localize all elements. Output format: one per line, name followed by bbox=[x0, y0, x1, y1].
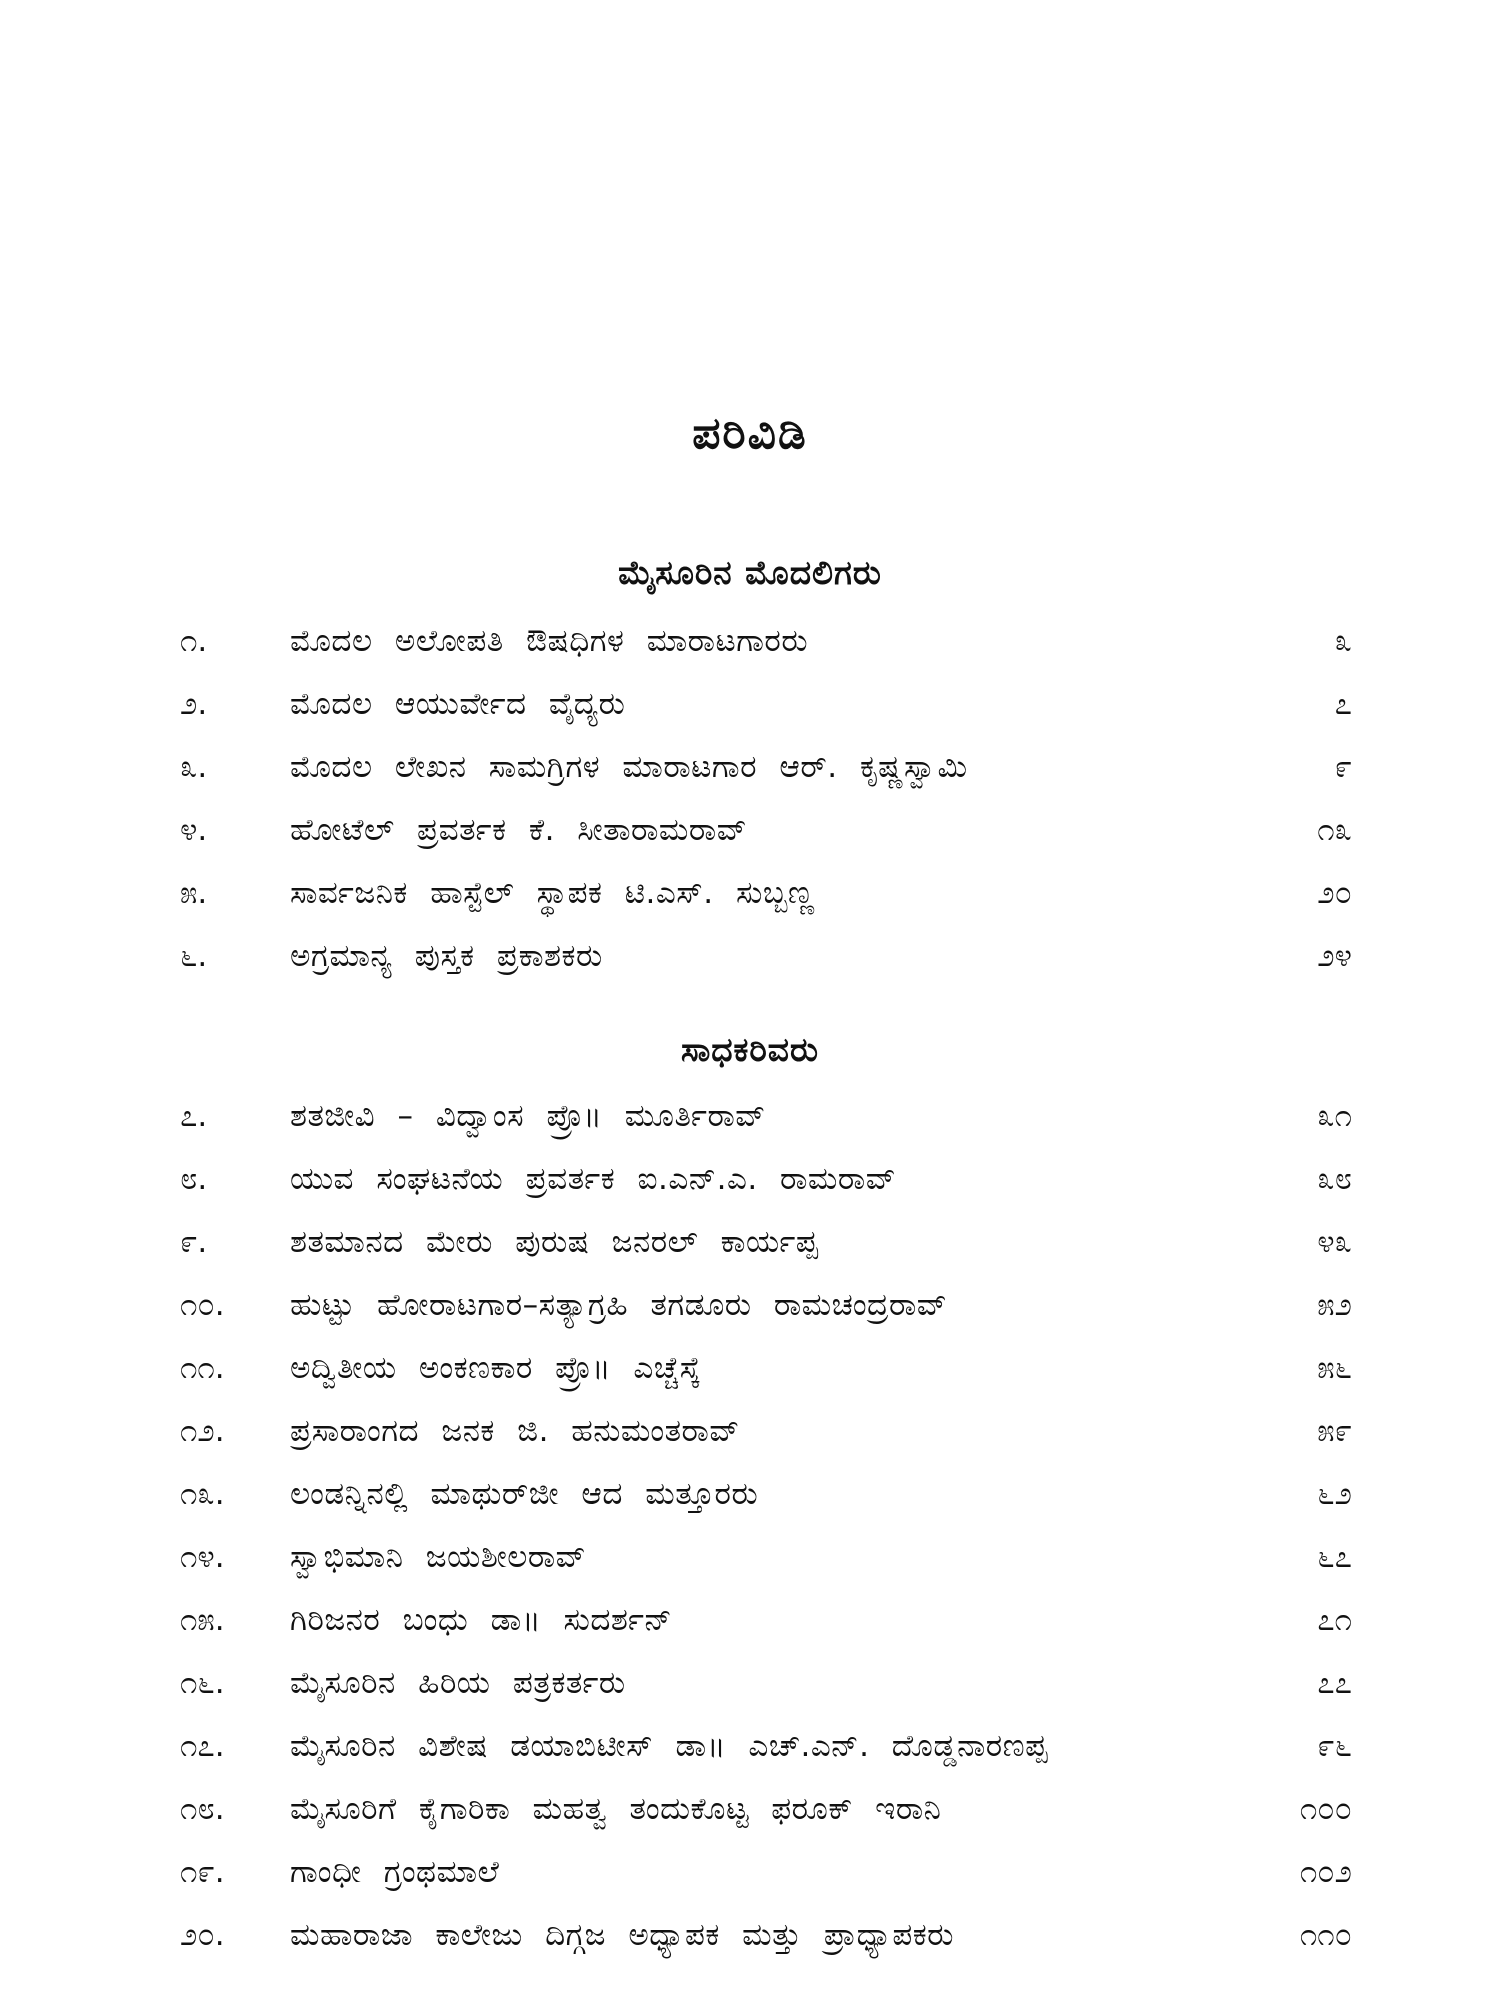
toc-entry bbox=[0, 1526, 1500, 1589]
toc-entry-title: ಗಾಂಧೀ ಗ್ರಂಥಮಾಲೆ bbox=[290, 1854, 500, 1890]
toc-entry-title: ಮೈಸೂರಿನ ಹಿರಿಯ ಪತ್ರಕರ್ತರು bbox=[290, 1665, 626, 1701]
toc-entry bbox=[0, 1148, 1500, 1211]
toc-entry bbox=[0, 925, 1500, 988]
toc-entry-number: ೯. bbox=[180, 1224, 208, 1260]
toc-entry bbox=[0, 862, 1500, 925]
toc-entry-number: ೪. bbox=[180, 812, 208, 848]
section-heading-achievers: ಸಾಧಕರಿವರು bbox=[681, 1030, 819, 1069]
toc-entry-page: ೭೧ bbox=[1317, 1602, 1352, 1638]
toc-entry-title: ಅಗ್ರಮಾನ್ಯ ಪುಸ್ತಕ ಪ್ರಕಾಶಕರು bbox=[290, 938, 603, 974]
toc-entry-title: ಗಿರಿಜನರ ಬಂಧು ಡಾ॥ ಸುದರ್ಶನ್ bbox=[290, 1602, 673, 1638]
toc-entry-title: ಲಂಡನ್ನಿನಲ್ಲಿ ಮಾಥುರ್‌ಜೀ ಆದ ಮತ್ತೂರರು bbox=[290, 1476, 759, 1512]
toc-entry-number: ೨. bbox=[180, 686, 208, 722]
toc-entry-page: ೬೭ bbox=[1317, 1539, 1352, 1575]
toc-entry bbox=[0, 1211, 1500, 1274]
toc-entry bbox=[0, 1589, 1500, 1652]
toc-entry-number: ೧೮. bbox=[180, 1791, 225, 1827]
toc-entry-page: ೩೧ bbox=[1317, 1098, 1352, 1134]
toc-entry-page: ೫೯ bbox=[1317, 1413, 1352, 1449]
toc-entry bbox=[0, 673, 1500, 736]
toc-entry bbox=[0, 1274, 1500, 1337]
toc-entry-number: ೧೫. bbox=[180, 1602, 225, 1638]
toc-entry-number: ೨೦. bbox=[180, 1917, 225, 1953]
toc-entry-page: ೪೩ bbox=[1317, 1224, 1352, 1260]
toc-entry-page: ೧೧೦ bbox=[1299, 1917, 1352, 1953]
toc-entry-number: ೧೪. bbox=[180, 1539, 225, 1575]
toc-entry-title: ಹುಟ್ಟು ಹೋರಾಟಗಾರ–ಸತ್ಯಾಗ್ರಹಿ ತಗಡೂರು ರಾಮಚಂದ್ರರಾವ್ bbox=[290, 1287, 948, 1323]
toc-entry-page: ೭ bbox=[1334, 686, 1352, 722]
toc-entry-title: ಪ್ರಸಾರಾಂಗದ ಜನಕ ಜಿ. ಹನುಮಂತರಾವ್ bbox=[290, 1413, 740, 1449]
toc-entry-number: ೧೩. bbox=[180, 1476, 225, 1512]
toc-entry-page: ೨೦ bbox=[1317, 875, 1352, 911]
toc-entry bbox=[0, 1463, 1500, 1526]
toc-entry-title: ಮೈಸೂರಿನ ವಿಶೇಷ ಡಯಾಬಿಟೀಸ್ ಡಾ॥ ಎಚ್.ಎನ್. ದೊಡ್ಡನಾರಣಪ್ಪ bbox=[290, 1728, 1048, 1764]
toc-entry-page: ೧೦೨ bbox=[1299, 1854, 1352, 1890]
toc-entry-title: ಸಾರ್ವಜನಿಕ ಹಾಸ್ಟೆಲ್ ಸ್ಥಾಪಕ ಟಿ.ಎಸ್. ಸುಬ್ಬಣ್ಣ bbox=[290, 875, 815, 911]
toc-entry-number: ೩. bbox=[180, 749, 208, 785]
toc-entry bbox=[0, 1778, 1500, 1841]
toc-entry-number: ೧. bbox=[180, 623, 208, 659]
toc-entry-page: ೯೬ bbox=[1317, 1728, 1352, 1764]
toc-entry bbox=[0, 1904, 1500, 1967]
toc-entry-title: ಶತಜೀವಿ – ವಿದ್ವಾಂಸ ಪ್ರೊ॥ ಮೂರ್ತಿರಾವ್ bbox=[290, 1098, 766, 1134]
toc-entry-number: ೧೦. bbox=[180, 1287, 225, 1323]
toc-entry bbox=[0, 1652, 1500, 1715]
toc-entry-title: ಮಹಾರಾಜಾ ಕಾಲೇಜು ದಿಗ್ಗಜ ಅಧ್ಯಾಪಕ ಮತ್ತು ಪ್ರಾಧ್ಯಾಪಕರು bbox=[290, 1917, 954, 1953]
toc-entry-page: ೩ bbox=[1334, 623, 1352, 659]
page-title: ಪರಿವಿಡಿ bbox=[692, 408, 808, 459]
toc-entry-page: ೧೦೦ bbox=[1299, 1791, 1352, 1827]
toc-entry bbox=[0, 736, 1500, 799]
toc-entry-page: ೫೨ bbox=[1317, 1287, 1352, 1323]
toc-entry-number: ೧೨. bbox=[180, 1413, 225, 1449]
toc-entry-title: ಸ್ವಾಭಿಮಾನಿ ಜಯಶೀಲರಾವ್ bbox=[290, 1539, 587, 1575]
toc-entry-page: ೩೮ bbox=[1317, 1161, 1352, 1197]
toc-entry-page: ೯ bbox=[1334, 749, 1352, 785]
toc-entry-number: ೭. bbox=[180, 1098, 208, 1134]
toc-entry bbox=[0, 1337, 1500, 1400]
toc-entry-title: ಮೊದಲ ಆಯುರ್ವೇದ ವೈದ್ಯರು bbox=[290, 686, 626, 722]
toc-entry-title: ಅದ್ವಿತೀಯ ಅಂಕಣಕಾರ ಪ್ರೊ॥ ಎಚ್ಚೆಸ್ಕೆ bbox=[290, 1350, 701, 1386]
toc-entry-number: ೬. bbox=[180, 938, 208, 974]
toc-entry-title: ಮೊದಲ ಲೇಖನ ಸಾಮಗ್ರಿಗಳ ಮಾರಾಟಗಾರ ಆರ್. ಕೃಷ್ಣಸ್ವಾಮಿ bbox=[290, 749, 968, 785]
toc-entry-title: ಮೈಸೂರಿಗೆ ಕೈಗಾರಿಕಾ ಮಹತ್ವ ತಂದುಕೊಟ್ಟ ಫರೂಕ್ ಇರಾನಿ bbox=[290, 1791, 942, 1827]
toc-entry bbox=[0, 1841, 1500, 1904]
toc-entry-number: ೫. bbox=[180, 875, 208, 911]
toc-entry-number: ೧೬. bbox=[180, 1665, 225, 1701]
toc-entry-page: ೫೬ bbox=[1317, 1350, 1352, 1386]
section-heading-pioneers: ಮೈಸೂರಿನ ಮೊದಲಿಗರು bbox=[618, 553, 882, 592]
toc-entry bbox=[0, 1715, 1500, 1778]
toc-entry-page: ೧೩ bbox=[1317, 812, 1352, 848]
toc-entry bbox=[0, 799, 1500, 862]
toc-list-pioneers bbox=[0, 610, 1500, 988]
toc-entry-title: ಹೋಟೆಲ್ ಪ್ರವರ್ತಕ ಕೆ. ಸೀತಾರಾಮರಾವ್ bbox=[290, 812, 748, 848]
toc-entry-page: ೭೭ bbox=[1317, 1665, 1352, 1701]
toc-entry-title: ಮೊದಲ ಅಲೋಪತಿ ಔಷಧಿಗಳ ಮಾರಾಟಗಾರರು bbox=[290, 623, 809, 659]
toc-entry-number: ೧೭. bbox=[180, 1728, 225, 1764]
toc-entry-title: ಶತಮಾನದ ಮೇರು ಪುರುಷ ಜನರಲ್ ಕಾರ್ಯಪ್ಪ bbox=[290, 1224, 819, 1260]
toc-entry bbox=[0, 610, 1500, 673]
toc-entry-number: ೧೯. bbox=[180, 1854, 225, 1890]
toc-entry-title: ಯುವ ಸಂಘಟನೆಯ ಪ್ರವರ್ತಕ ಐ.ಎನ್.ಎ. ರಾಮರಾವ್ bbox=[290, 1161, 897, 1197]
toc-list-achievers bbox=[0, 1085, 1500, 1967]
toc-entry bbox=[0, 1400, 1500, 1463]
toc-entry-page: ೬೨ bbox=[1317, 1476, 1352, 1512]
toc-entry-number: ೮. bbox=[180, 1161, 208, 1197]
toc-entry-page: ೨೪ bbox=[1317, 938, 1352, 974]
toc-entry bbox=[0, 1085, 1500, 1148]
toc-entry-number: ೧೧. bbox=[180, 1350, 225, 1386]
